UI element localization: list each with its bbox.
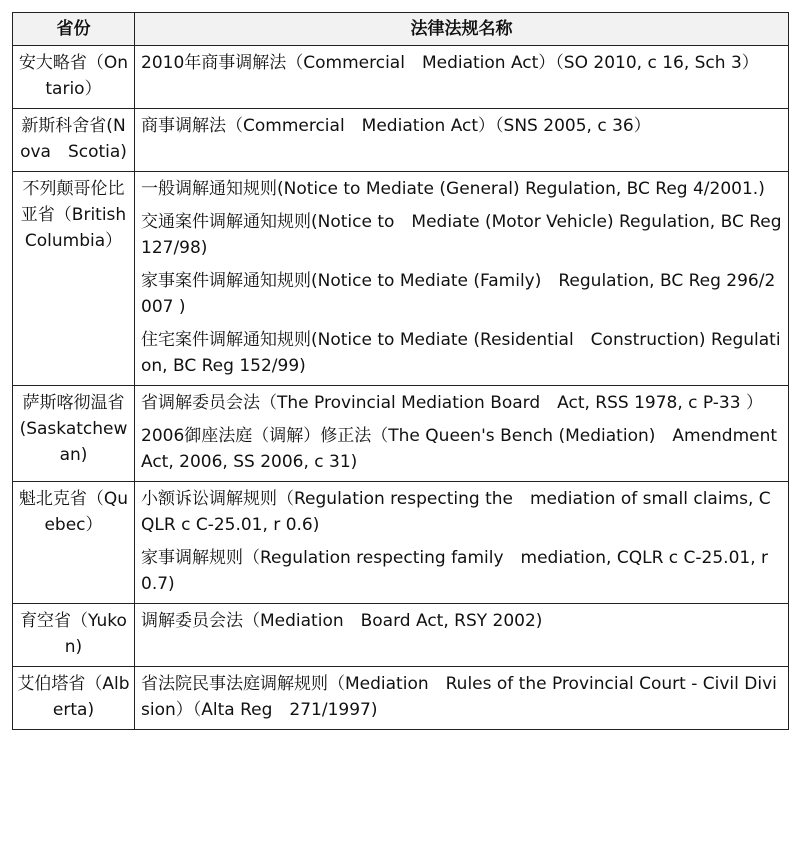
law-item: 调解委员会法（Mediation Board Act, RSY 2002) (141, 611, 543, 631)
laws-cell (135, 604, 789, 667)
province-cell: 不列颠哥伦比亚省（British Columbia） (13, 172, 135, 386)
table-row (13, 667, 789, 730)
table-row (13, 604, 789, 667)
table-row (13, 46, 789, 109)
law-item: 家事案件调解通知规则(Notice to Mediate (Family) Regulation, BC Reg 296/2007 ) (141, 271, 776, 317)
law-item: 一般调解通知规则(Notice to Mediate (General) Regulation, BC Reg 4/2001.) (141, 179, 765, 199)
laws-cell (135, 109, 789, 172)
law-item: 2006御座法庭（调解）修正法（The Queen's Bench (Mediation) Amendment Act, 2006, SS 2006, c 31) (141, 426, 778, 472)
law-item: 2010年商事调解法（Commercial Mediation Act）（SO 2010, c 16, Sch 3） (141, 53, 759, 73)
header-province: 省份 (13, 13, 135, 46)
province-cell: 艾伯塔省（Alberta) (13, 667, 135, 730)
province-cell: 魁北克省（Quebec） (13, 482, 135, 604)
table-row (13, 482, 789, 604)
law-item: 商事调解法（Commercial Mediation Act）（SNS 2005, c 36） (141, 116, 651, 136)
header-law-name: 法律法规名称 (135, 13, 789, 46)
province-cell: 萨斯喀彻温省(Saskatchewan) (13, 386, 135, 482)
law-item: 交通案件调解通知规则(Notice to Mediate (Motor Vehicle) Regulation, BC Reg 127/98) (141, 212, 782, 258)
province-cell: 新斯科舍省(Nova Scotia) (13, 109, 135, 172)
table-row (13, 386, 789, 482)
laws-cell (135, 667, 789, 730)
province-cell: 育空省（Yukon) (13, 604, 135, 667)
law-item: 小额诉讼调解规则（Regulation respecting the mediation of small claims, CQLR c C-25.01, r 0.6) (141, 489, 771, 535)
law-item: 住宅案件调解通知规则(Notice to Mediate (Residential Construction) Regulation, BC Reg 152/99) (141, 330, 781, 376)
table-row (13, 172, 789, 386)
laws-cell (135, 386, 789, 482)
table-row (13, 109, 789, 172)
laws-cell (135, 172, 789, 386)
law-table (12, 12, 789, 730)
province-cell: 安大略省（Ontario） (13, 46, 135, 109)
laws-cell (135, 46, 789, 109)
table-body (13, 46, 789, 730)
header-row (13, 13, 789, 46)
law-item: 省调解委员会法（The Provincial Mediation Board Act, RSS 1978, c P-33 ） (141, 393, 763, 413)
laws-cell (135, 482, 789, 604)
law-item: 省法院民事法庭调解规则（Mediation Rules of the Provincial Court - Civil Division）（Alta Reg 271/1997) (141, 674, 777, 720)
law-item: 家事调解规则（Regulation respecting family mediation, CQLR c C-25.01, r 0.7) (141, 548, 769, 594)
